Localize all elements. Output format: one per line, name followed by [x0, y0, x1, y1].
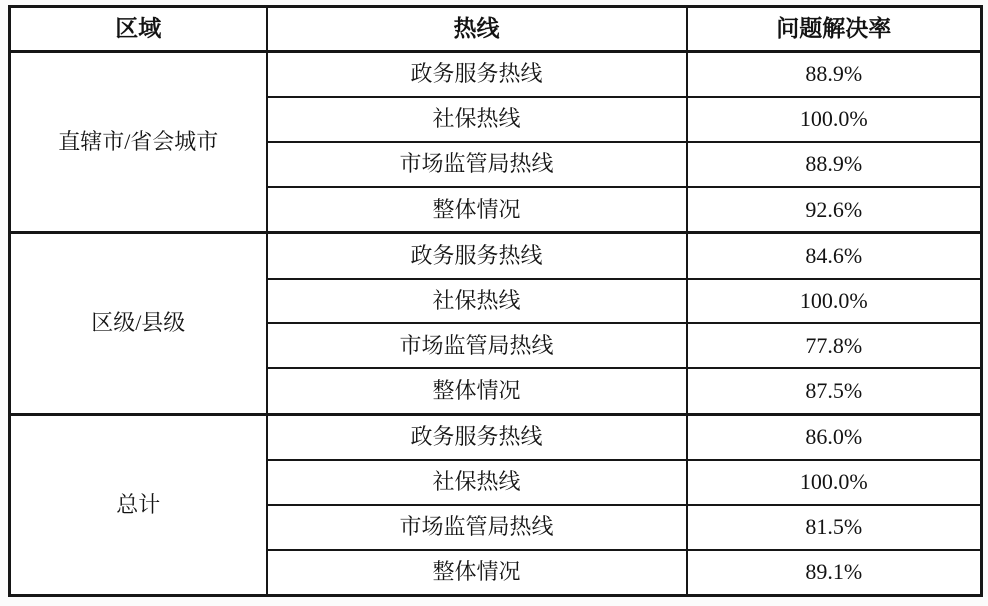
rate-cell: 86.0% [687, 414, 982, 460]
hotline-cell: 社保热线 [267, 460, 687, 505]
table-row [10, 233, 982, 279]
table-row [10, 52, 982, 98]
hotline-cell: 整体情况 [267, 368, 687, 414]
hotline-cell: 市场监管局热线 [267, 323, 687, 368]
hotline-cell: 市场监管局热线 [267, 142, 687, 187]
rate-cell: 77.8% [687, 323, 982, 368]
rate-cell: 100.0% [687, 460, 982, 505]
hotline-cell: 市场监管局热线 [267, 505, 687, 550]
rate-cell: 87.5% [687, 368, 982, 414]
column-header-hotline: 热线 [267, 7, 687, 52]
rate-cell: 88.9% [687, 52, 982, 98]
hotline-cell: 整体情况 [267, 550, 687, 596]
rate-cell: 88.9% [687, 142, 982, 187]
rate-cell: 89.1% [687, 550, 982, 596]
hotline-cell: 政务服务热线 [267, 414, 687, 460]
table-header-row [10, 7, 982, 52]
rate-cell: 92.6% [687, 187, 982, 233]
region-cell-total: 总计 [10, 414, 267, 595]
rate-cell: 100.0% [687, 279, 982, 324]
table-row [10, 414, 982, 460]
column-header-region: 区域 [10, 7, 267, 52]
column-header-rate: 问题解决率 [687, 7, 982, 52]
rate-cell: 81.5% [687, 505, 982, 550]
region-cell-municipality: 直辖市/省会城市 [10, 52, 267, 233]
hotline-resolution-rate-table [8, 5, 983, 597]
hotline-cell: 社保热线 [267, 279, 687, 324]
hotline-cell: 整体情况 [267, 187, 687, 233]
rate-cell: 84.6% [687, 233, 982, 279]
rate-cell: 100.0% [687, 97, 982, 142]
hotline-cell: 政务服务热线 [267, 52, 687, 98]
region-cell-district-county: 区级/县级 [10, 233, 267, 414]
hotline-cell: 社保热线 [267, 97, 687, 142]
hotline-cell: 政务服务热线 [267, 233, 687, 279]
